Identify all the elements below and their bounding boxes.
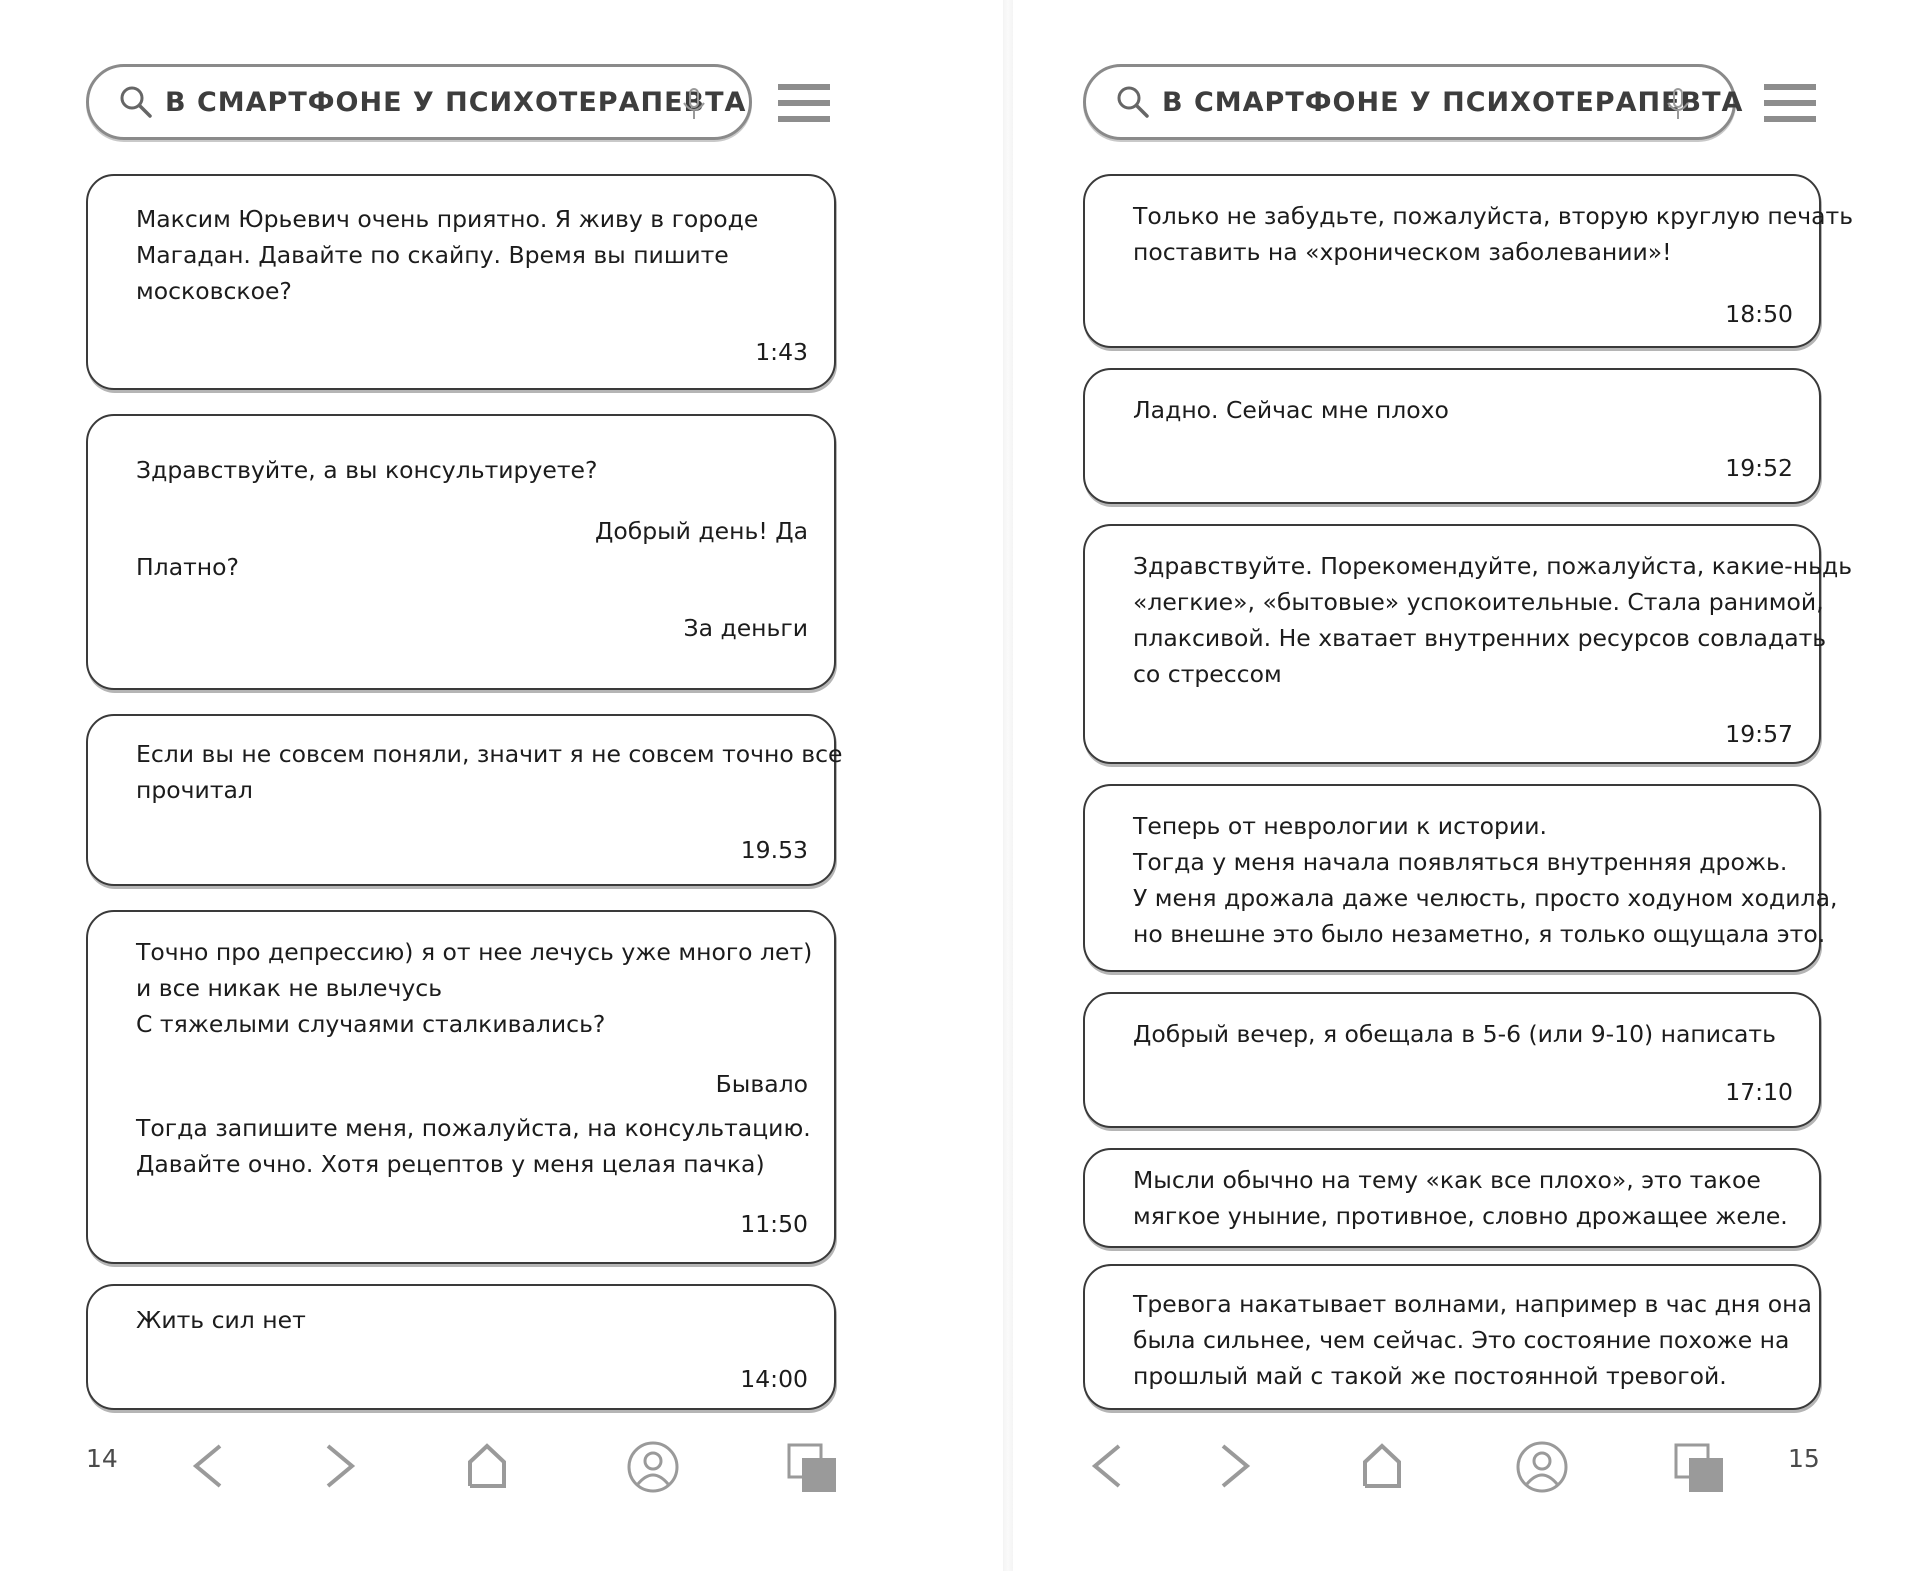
hamburger-menu-icon[interactable] xyxy=(778,82,830,124)
message-time: 19:57 xyxy=(1725,720,1793,748)
message-time: 19.53 xyxy=(740,836,808,864)
message-text: поставить на «хроническом заболевании»! xyxy=(1133,238,1672,266)
message-bubble xyxy=(1083,524,1853,764)
message-bubble xyxy=(86,1284,836,1410)
search-title: В СМАРТФОНЕ У ПСИХОТЕРАПЕВТА xyxy=(1162,86,1744,118)
right-page xyxy=(1083,0,1854,1571)
message-text: Давайте очно. Хотя рецептов у меня целая пачка) xyxy=(136,1150,765,1178)
message-bubble xyxy=(86,174,836,390)
message-text: Магадан. Давайте по скайпу. Время вы пишите xyxy=(136,241,729,269)
message-bubble xyxy=(1083,992,1821,1128)
message-text: московское? xyxy=(136,277,292,305)
message-text: Жить сил нет xyxy=(136,1306,306,1334)
message-bubble xyxy=(1083,784,1838,972)
message-text: со стрессом xyxy=(1133,660,1282,688)
page-number: 15 xyxy=(1788,1444,1820,1473)
reply-text: Добрый день! Да xyxy=(594,517,808,545)
page-number: 14 xyxy=(86,1444,118,1473)
message-text: У меня дрожала даже челюсть, просто ходуном ходила, xyxy=(1133,884,1838,912)
message-text: «легкие», «бытовые» успокоительные. Стала ранимой, xyxy=(1133,588,1824,616)
windows-icon[interactable] xyxy=(786,1442,838,1494)
message-bubble xyxy=(1083,368,1821,504)
message-text: Здравствуйте, а вы консультируете? xyxy=(136,456,598,484)
search-icon xyxy=(1116,85,1150,119)
search-bar[interactable] xyxy=(1083,64,1744,140)
message-text: Точно про депрессию) я от нее лечусь уже много лет) xyxy=(136,938,813,966)
message-text: но внешне это было незаметно, я только ощущала это. xyxy=(1133,920,1826,948)
message-bubble xyxy=(86,414,836,690)
message-text: мягкое уныние, противное, словно дрожащее желе. xyxy=(1133,1202,1788,1230)
home-icon[interactable] xyxy=(1361,1442,1403,1490)
page-gutter xyxy=(1003,0,1013,1571)
back-arrow-icon[interactable] xyxy=(190,1442,224,1490)
message-text: С тяжелыми случаями сталкивались? xyxy=(136,1010,606,1038)
forward-arrow-icon[interactable] xyxy=(324,1442,358,1490)
message-time: 11:50 xyxy=(740,1210,808,1238)
message-time: 19:52 xyxy=(1725,454,1793,482)
message-text: Мысли обычно на тему «как все плохо», это такое xyxy=(1133,1166,1761,1194)
message-text: Платно? xyxy=(136,553,239,581)
search-bar[interactable] xyxy=(86,64,752,140)
message-time: 17:10 xyxy=(1725,1078,1793,1106)
message-text: Только не забудьте, пожалуйста, вторую круглую печать xyxy=(1133,202,1854,230)
hamburger-menu-icon[interactable] xyxy=(1764,82,1816,124)
message-text: Здравствуйте. Порекомендуйте, пожалуйста, какие-ньдь xyxy=(1133,552,1853,580)
message-text: и все никак не вылечусь xyxy=(136,974,443,1002)
message-text: была сильнее, чем сейчас. Это состояние похоже на xyxy=(1133,1326,1790,1354)
profile-icon[interactable] xyxy=(1515,1440,1569,1494)
message-text: Теперь от неврологии к истории. xyxy=(1133,812,1547,840)
message-text: Если вы не совсем поняли, значит я не совсем точно все xyxy=(136,740,843,768)
message-text: прошлый май с такой же постоянной тревогой. xyxy=(1133,1362,1727,1390)
message-time: 1:43 xyxy=(755,338,808,366)
message-text: Максим Юрьевич очень приятно. Я живу в городе xyxy=(136,205,759,233)
search-title: В СМАРТФОНЕ У ПСИХОТЕРАПЕВТА xyxy=(165,86,747,118)
back-arrow-icon[interactable] xyxy=(1089,1442,1123,1490)
windows-icon[interactable] xyxy=(1673,1442,1725,1494)
microphone-icon[interactable] xyxy=(677,87,711,123)
left-page xyxy=(86,0,843,1571)
message-bubble xyxy=(1083,174,1854,348)
message-time: 14:00 xyxy=(740,1365,808,1393)
search-icon xyxy=(119,85,153,119)
message-bubble xyxy=(86,714,843,886)
message-text: Ладно. Сейчас мне плохо xyxy=(1133,396,1449,424)
profile-icon[interactable] xyxy=(626,1440,680,1494)
message-text: прочитал xyxy=(136,776,253,804)
reply-text: Бывало xyxy=(715,1070,808,1098)
forward-arrow-icon[interactable] xyxy=(1219,1442,1253,1490)
message-bubble xyxy=(1083,1264,1821,1410)
microphone-icon[interactable] xyxy=(1661,87,1695,123)
message-time: 18:50 xyxy=(1725,300,1793,328)
message-text: Тогда запишите меня, пожалуйста, на консультацию. xyxy=(136,1114,811,1142)
message-text: Добрый вечер, я обещала в 5-6 (или 9-10) написать xyxy=(1133,1020,1776,1048)
message-text: Тогда у меня начала появляться внутренняя дрожь. xyxy=(1133,848,1788,876)
message-text: Тревога накатывает волнами, например в час дня она xyxy=(1133,1290,1812,1318)
message-bubble xyxy=(86,910,836,1264)
message-bubble xyxy=(1083,1148,1821,1248)
reply-text: За деньги xyxy=(683,614,808,642)
message-text: плаксивой. Не хватает внутренних ресурсов совладать xyxy=(1133,624,1827,652)
home-icon[interactable] xyxy=(466,1442,508,1490)
